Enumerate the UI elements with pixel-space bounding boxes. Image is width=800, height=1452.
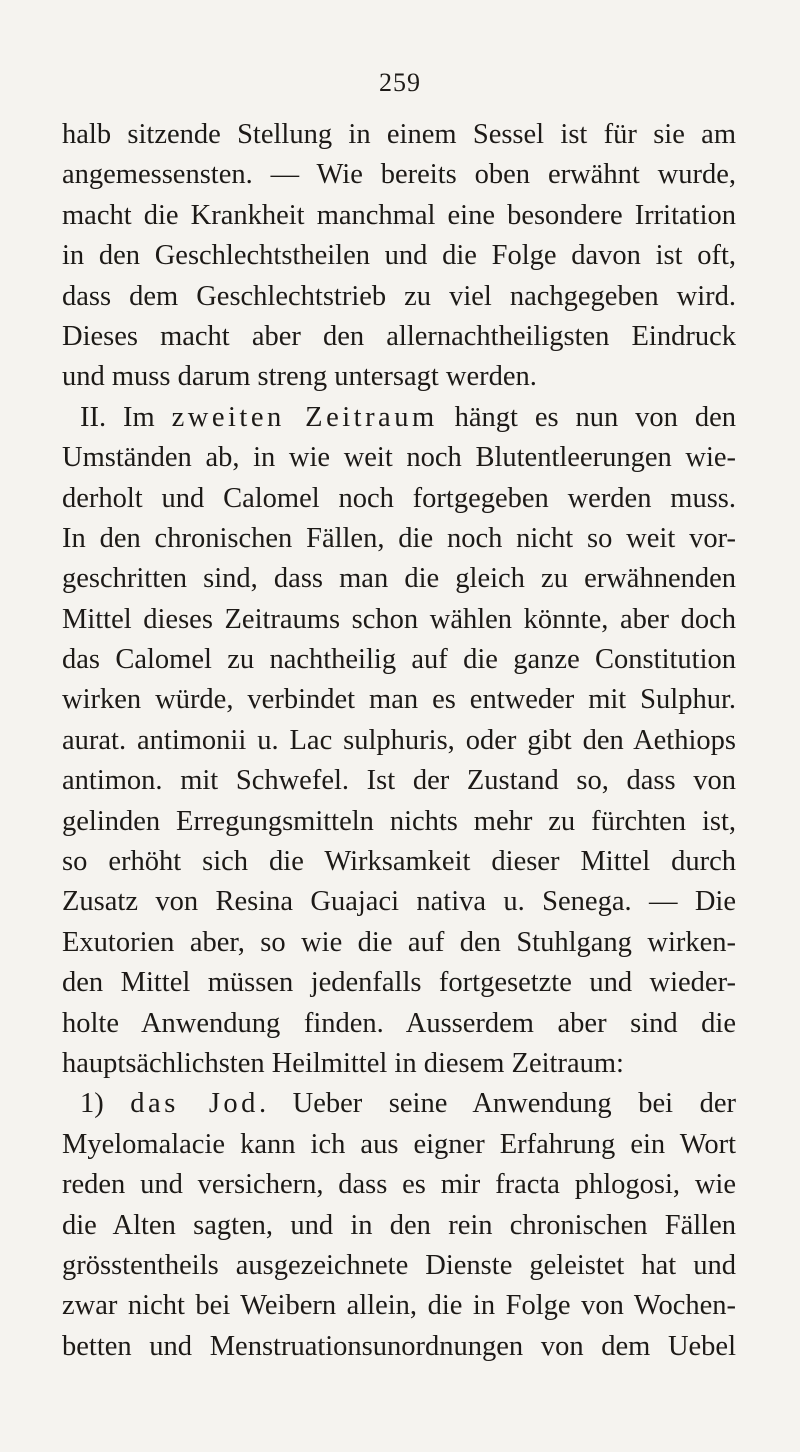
line-segment: II. Im: [80, 401, 172, 433]
text-line: [62, 398, 736, 438]
text-line: derholt und Calomel noch fortgegeben werden muss.: [62, 482, 736, 514]
text-line: und muss darum streng untersagt werden.: [62, 361, 537, 393]
text-line: so erhöht sich die Wirksamkeit dieser Mittel durch: [62, 846, 736, 878]
page-text-body: [62, 115, 736, 1367]
text-line: Zusatz von Resina Guajaci nativa u. Senega. — Die: [62, 886, 736, 918]
text-line: Umständen ab, in wie weit noch Blutentleerungen wie-: [62, 442, 736, 474]
page-number: 259: [379, 68, 421, 97]
text-line: wirken würde, verbindet man es entweder mit Sulphur.: [62, 684, 736, 716]
text-line: Exutorien aber, so wie die auf den Stuhlgang wirken-: [62, 926, 736, 958]
spaced-emphasis: zweiten Zeitraum: [171, 401, 438, 433]
text-line: Mittel dieses Zeitraums schon wählen könnte, aber doch: [62, 603, 736, 635]
text-line: dass dem Geschlechtstrieb zu viel nachgegeben wird.: [62, 280, 736, 312]
text-line: den Mittel müssen jedenfalls fortgesetzte und wieder-: [62, 967, 736, 999]
text-line: reden und versichern, dass es mir fracta phlogosi, wie: [62, 1169, 736, 1201]
text-line: holte Anwendung finden. Ausserdem aber sind die: [62, 1007, 736, 1039]
text-line: In den chronischen Fällen, die noch nicht so weit vor-: [62, 522, 736, 554]
text-line: angemessensten. — Wie bereits oben erwähnt wurde,: [62, 159, 736, 191]
text-line: [62, 1084, 736, 1124]
text-line: hauptsächlichsten Heilmittel in diesem Zeitraum:: [62, 1047, 624, 1079]
text-line: Dieses macht aber den allernachtheiligsten Eindruck: [62, 320, 736, 352]
line-segment: hängt es nun von den: [437, 401, 736, 433]
text-line: grösstentheils ausgezeichnete Dienste geleistet hat und: [62, 1249, 736, 1281]
text-line: gelinden Erregungsmitteln nichts mehr zu fürchten ist,: [62, 805, 736, 837]
text-line: antimon. mit Schwefel. Ist der Zustand so, dass von: [62, 765, 736, 797]
text-line: das Calomel zu nachtheilig auf die ganze Constitution: [62, 644, 736, 676]
text-line: betten und Menstruationsunordnungen von dem Uebel: [62, 1330, 736, 1362]
line-segment: 1): [80, 1088, 131, 1120]
text-line: geschritten sind, dass man die gleich zu erwähnenden: [62, 563, 736, 595]
text-line: Myelomalacie kann ich aus eigner Erfahrung ein Wort: [62, 1128, 736, 1160]
text-line: in den Geschlechtstheilen und die Folge davon ist oft,: [62, 240, 736, 272]
line-segment: . Ueber seine Anwendung bei der: [258, 1088, 736, 1120]
text-line: die Alten sagten, und in den rein chronischen Fällen: [62, 1209, 736, 1241]
spaced-emphasis: das Jod: [130, 1088, 259, 1120]
text-line: zwar nicht bei Weibern allein, die in Folge von Wochen-: [62, 1290, 736, 1322]
text-line: aurat. antimonii u. Lac sulphuris, oder gibt den Aethiops: [62, 724, 736, 756]
text-line: halb sitzende Stellung in einem Sessel ist für sie am: [62, 119, 736, 150]
text-line: macht die Krankheit manchmal eine besondere Irritation: [62, 199, 736, 231]
